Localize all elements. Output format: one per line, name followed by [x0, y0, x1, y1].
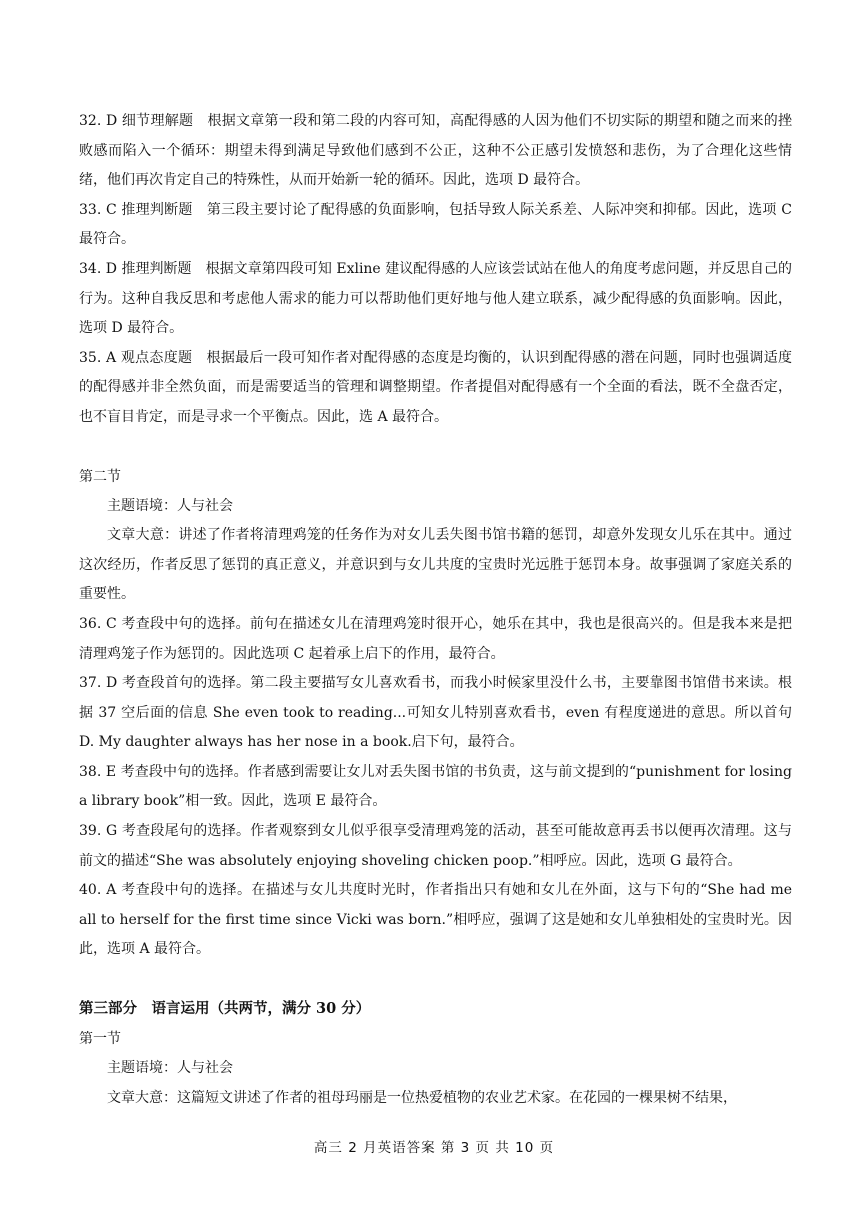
answer-32: 32. D 细节理解题 根据文章第一段和第二段的内容可知，高配得感的人因为他们不切实际的期望和随之而来的挫败感而陷入一个循环：期望未得到满足导致他们感到不公正，这种不公正感引发愤怒和悲伤，为了合理化这些情绪，他们再次肯定自己的特殊性，从而开始新一轮的循环。因此，选项 D 最符合。	[79, 113, 792, 189]
spacer	[79, 965, 792, 994]
answer-36: 36. C 考查段中句的选择。前句在描述女儿在清理鸡笼时很开心，她乐在其中，我也是很高兴的。但是我本来是把清理鸡笼子作为惩罚的。因此选项 C 起着承上启下的作用，最符合。	[79, 615, 792, 662]
answer-40: 40. A 考查段中句的选择。在描述与女儿共度时光时，作者指出只有她和女儿在外面，这与下句的“She had me all to herself for the first time since Vicki was born.”相呼应，强调了这是她和女儿单独相处的宝贵时光。因此，选项 A 最符合。	[79, 882, 792, 958]
answer-38: 38. E 考查段中句的选择。作者感到需要让女儿对丢失图书馆的书负责，这与前文提到的“punishment for losing a library book”相一致。因此，选项 E 最符合。	[79, 763, 792, 810]
section2-heading: 第二节	[79, 468, 121, 485]
answer-35: 35. A 观点态度题 根据最后一段可知作者对配得感的态度是均衡的，认识到配得感的潜在问题，同时也强调适度的配得感并非全然负面，而是需要适当的管理和调整期望。作者提倡对配得感有一个全面的看法，既不全盘否定，也不盲目肯定，而是寻求一个平衡点。因此，选 A 最符合。	[79, 349, 792, 425]
spacer	[79, 433, 792, 462]
part3-theme: 主题语境：人与社会	[107, 1060, 233, 1077]
document-body	[79, 107, 792, 1113]
answer-37: 37. D 考查段首句的选择。第二段主要描写女儿喜欢看书，而我小时候家里没什么书，主要靠图书馆借书来读。根据 37 空后面的信息 She even took to reading...可知女儿特别喜欢看书，even 有程度递进的意思。所以首句 D. My daughter always has her nose in a book.启下句，最符合。	[79, 675, 792, 751]
answer-33: 33. C 推理判断题 第三段主要讨论了配得感的负面影响，包括导致人际关系差、人际冲突和抑郁。因此，选项 C 最符合。	[79, 201, 792, 248]
answer-34: 34. D 推理判断题 根据文章第四段可知 Exline 建议配得感的人应该尝试站在他人的角度考虑问题，并反思自己的行为。这种自我反思和考虑他人需求的能力可以帮助他们更好地与他人建立联系，减少配得感的负面影响。因此，选项 D 最符合。	[79, 260, 792, 337]
part3-section1-heading: 第一节	[79, 1031, 121, 1048]
answer-39: 39. G 考查段尾句的选择。作者观察到女儿似乎很享受清理鸡笼的活动，甚至可能故意再丢书以便再次清理。这与前文的描述“She was absolutely enjoying shoveling chicken poop.”相呼应。因此，选项 G 最符合。	[79, 823, 792, 869]
part3-summary: 文章大意：这篇短文讲述了作者的祖母玛丽是一位热爱植物的农业艺术家。在花园的一棵果树不结果，	[107, 1089, 737, 1106]
page-footer: 高三 2 月英语答案 第 3 页 共 10 页	[313, 1140, 555, 1156]
section2-theme: 主题语境：人与社会	[107, 497, 233, 514]
section2-summary: 文章大意：讲述了作者将清理鸡笼的任务作为对女儿丢失图书馆书籍的惩罚，却意外发现女儿乐在其中。通过这次经历，作者反思了惩罚的真正意义，并意识到与女儿共度的宝贵时光远胜于惩罚本身。故事强调了家庭关系的重要性。	[79, 527, 792, 603]
part3-heading: 第三部分 语言运用（共两节，满分 30 分）	[79, 1000, 371, 1018]
